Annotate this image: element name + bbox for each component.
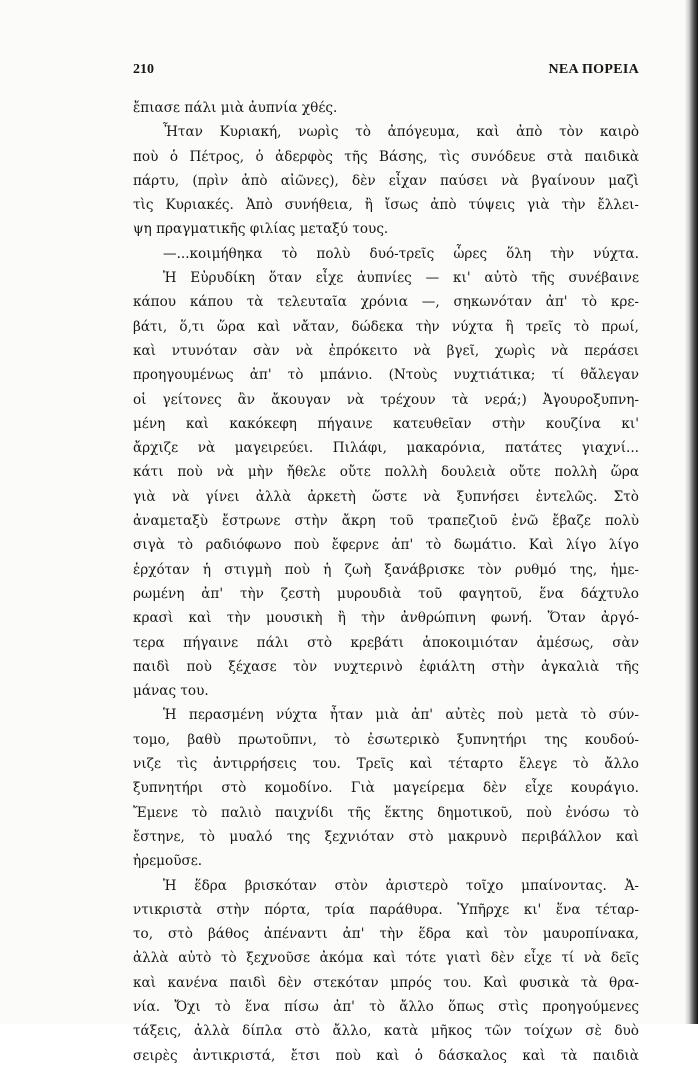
text-line: ἔστηνε, τὸ μυαλό της ξεχνιόταν στὸ μακρυνὸ περιβάλλον καὶ <box>133 828 639 845</box>
text-line: τὶς Κυριακές. Ἀπὸ συνήθεια, ἢ ἴσως ἀπὸ τύψεις γιὰ τὴν ἔλλει- <box>133 197 639 214</box>
text-line: ρωμένη ἀπ' τὴν ζεστὴ μυρουδιὰ τοῦ φαγητοῦ, ἕνα δάχτυλο <box>133 585 639 602</box>
running-title: ΝΕΑ ΠΟΡΕΙΑ <box>548 62 639 77</box>
text-line: κάτι ποὺ νὰ μὴν ἤθελε οὔτε πολλὴ δουλειὰ οὔτε πολλὴ ὥρα <box>133 464 639 481</box>
text-line: τομο, βαθὺ πρωτοῦπνι, τὸ ἐσωτερικὸ ξυπνητήρι της κουδού- <box>133 731 639 748</box>
body-text <box>133 96 639 1068</box>
text-line: κάπου κάπου τὰ τελευταῖα χρόνια —, σηκωνόταν ἀπ' τὸ κρε- <box>133 294 639 311</box>
text-line: ντικριστὰ στὴν πόρτα, τρία παράθυρα. Ὑπῆρχε κι' ἕνα τέταρ- <box>133 901 639 918</box>
text-line: καὶ κανένα παιδὶ δὲν στεκόταν μπρός του. Καὶ φυσικὰ τὰ θρα- <box>133 974 639 991</box>
text-line: τερα πήγαινε πάλι στὸ κρεβάτι ἀποκοιμιόταν ἀμέσως, σὰν <box>133 634 639 651</box>
text-line: σειρὲς ἀντικριστά, ἔτσι ποὺ καὶ ὁ δάσκαλος καὶ τὰ παιδιὰ <box>133 1047 639 1064</box>
text-line: μένη καὶ κακόκεφη πήγαινε κατευθεῖαν στὴν κουζίνα κι' <box>133 415 639 432</box>
text-line: βάτι, ὅ,τι ὥρα καὶ νἄταν, δώδεκα τὴν νύχτα ἢ τρεῖς τὸ πρωί, <box>133 318 639 335</box>
text-line: κρασὶ καὶ τὴν μουσικὴ ἢ τὴν ἀνθρώπινη φωνή. Ὅταν ἀργό- <box>133 610 639 627</box>
text-line: τάξεις, ἀλλὰ δίπλα στὸ ἄλλο, κατὰ μῆκος τῶν τοίχων σὲ δυὸ <box>133 1023 639 1040</box>
text-line: Ἡ περασμένη νύχτα ἦταν μιὰ ἀπ' αὐτὲς ποὺ μετὰ τὸ σύν- <box>163 707 639 724</box>
text-line: Ἡ Εὐρυδίκη ὅταν εἶχε ἀυπνίες — κι' αὐτὸ τῆς συνέβαινε <box>163 270 639 287</box>
text-line: ἄρχιζε νὰ μαγειρεύει. Πιλάφι, μακαρόνια, πατάτες γιαχνί... <box>133 440 639 457</box>
text-line: Ἡ ἕδρα βρισκόταν στὸν ἀριστερὸ τοῖχο μπαίνοντας. Ἀ- <box>163 877 639 894</box>
binding-edge <box>684 0 698 1024</box>
text-line: παιδὶ ποὺ ξέχασε τὸν νυχτερινὸ ἐφιάλτη στὴν ἀγκαλιὰ τῆς <box>133 658 639 675</box>
text-line: σιγὰ τὸ ραδιόφωνο ποὺ ἔφερνε ἀπ' τὸ δωμάτιο. Καὶ λίγο λίγο <box>133 537 639 554</box>
text-line: Ἦταν Κυριακή, νωρὶς τὸ ἀπόγευμα, καὶ ἀπὸ τὸν καιρὸ <box>163 124 639 141</box>
page-number: 210 <box>133 62 154 77</box>
text-line: ἀλλὰ αὐτὸ τὸ ξεχνοῦσε ἀκόμα καὶ τότε γιατὶ δὲν εἶχε τί νὰ δεῖς <box>133 950 639 967</box>
text-line: —...κοιμήθηκα τὸ πολὺ δυό-τρεῖς ὧρες ὅλη τὴν νύχτα. <box>163 245 639 262</box>
text-line: καὶ ντυνόταν σὰν νὰ ἐπρόκειτο νὰ βγεῖ, χωρὶς νὰ περάσει <box>133 342 639 359</box>
text-line: ποὺ ὁ Πέτρος, ὁ ἀδερφὸς τῆς Βάσης, τὶς συνόδευε στὰ παιδικὰ <box>133 148 639 165</box>
text-line: προηγουμένως ἀπ' τὸ μπάνιο. (Ντοὺς νυχτιάτικα; τί θἄλεγαν <box>133 367 639 384</box>
text-line: γιὰ νὰ γίνει ἀλλὰ ἀρκετὴ ὥστε νὰ ξυπνήσει ἐντελῶς. Στὸ <box>133 488 639 505</box>
text-line: ἔπιασε πάλι μιὰ ἀυπνία χθές. <box>133 100 338 116</box>
text-line: ἐρχόταν ἡ στιγμὴ ποὺ ἡ ζωὴ ξανάβρισκε τὸν ρυθμό της, ἡμε- <box>133 561 639 578</box>
text-line: ξυπνητήρι στὸ κομοδίνο. Γιὰ μαγείρεμα δὲν εἶχε κουράγιο. <box>133 780 639 797</box>
text-line: το, στὸ βάθος ἀπέναντι ἀπ' τὴν ἕδρα καὶ τὸν μαυροπίνακα, <box>133 926 639 943</box>
text-line: νία. Ὄχι τὸ ἕνα πίσω ἀπ' τὸ ἄλλο ὅπως στὶς προηγούμενες <box>133 998 639 1015</box>
text-line: πάρτυ, (πρὶν ἀπὸ αἰῶνες), δὲν εἶχαν παύσει νὰ βγαίνουν μαζὶ <box>133 172 639 189</box>
text-line: νιζε τὶς ἀντιρρήσεις του. Τρεῖς καὶ τέταρτο ἔλεγε τὸ ἄλλο <box>133 756 639 773</box>
text-line: ἀναμεταξὺ ἔστρωνε στὴν ἄκρη τοῦ τραπεζιοῦ ἐνῶ ἔβαζε πολὺ <box>133 513 639 530</box>
text-line: Ἔμενε τὸ παλιὸ παιχνίδι τῆς ἕκτης δημοτικοῦ, ποὺ ἐνόσω τὸ <box>133 804 639 821</box>
running-head <box>133 62 639 82</box>
text-line: μάνας του. <box>133 683 209 700</box>
text-line: ἠρεμοῦσε. <box>133 853 203 870</box>
text-line: ψη πραγματικῆς φιλίας μεταξύ τους. <box>133 221 389 238</box>
text-line: οἱ γείτονες ἂν ἄκουγαν νὰ τρέχουν τὰ νερά;) Ἀγουροξυπνη- <box>133 391 639 408</box>
